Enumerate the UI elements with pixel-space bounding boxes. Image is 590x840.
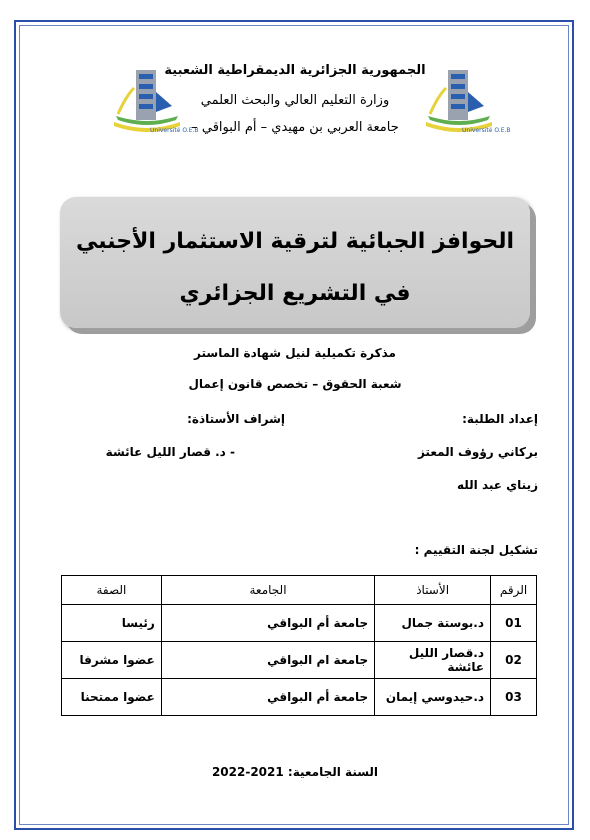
university-name: جامعة العربي بن مهيدي – أم البواقي – — [191, 120, 399, 135]
student-name-2: زيناي عبد الله — [457, 478, 538, 492]
academic-year-label: السنة الجامعية: — [287, 765, 379, 779]
row-role: رئيسا — [62, 605, 162, 642]
thesis-title-line2: في التشريع الجزائري — [179, 281, 411, 306]
supervisor-label: إشراف الأستاذة: — [187, 412, 285, 426]
academic-year — [0, 765, 590, 779]
academic-year-value: 2022-2021 — [211, 765, 284, 779]
header-number: الرقم — [491, 576, 537, 605]
branch-specialty: شعبة الحقوق – تخصص قانون إعمال — [188, 377, 402, 391]
students-label: إعداد الطلبة: — [462, 412, 538, 426]
memo-description: مذكرة تكميلية لنيل شهادة الماستر — [194, 346, 396, 360]
table-row — [62, 642, 537, 679]
row-number: 02 — [491, 642, 537, 679]
logo-caption-left: Université O.E.B — [150, 127, 199, 134]
ministry-name: وزارة التعليم العالي والبحث العلمي — [200, 93, 390, 108]
header-professor: الأستاذ — [375, 576, 491, 605]
row-university: جامعة ام البواقي — [161, 642, 374, 679]
jury-table-header — [62, 576, 537, 605]
republic-name: الجمهورية الجزائرية الديمقراطية الشعبية — [164, 63, 426, 78]
row-university: جامعة أم البواقي — [161, 679, 374, 716]
row-role: عضوا ممتحنا — [62, 679, 162, 716]
jury-table — [61, 575, 537, 716]
logo-caption-right: Université O.E.B — [462, 127, 511, 134]
supervisor-name: - د. قصار الليل عائشة — [105, 445, 235, 459]
thesis-title-line1: الحوافز الجبائية لترقية الاستثمار الأجنبي — [75, 229, 515, 254]
header-role: الصفة — [62, 576, 162, 605]
header-university: الجامعة — [161, 576, 374, 605]
row-number: 03 — [491, 679, 537, 716]
row-university: جامعة أم البواقي — [161, 605, 374, 642]
row-professor: د.قصار الليل عائشة — [375, 642, 491, 679]
table-row — [62, 605, 537, 642]
row-professor: د.بوستة جمال — [375, 605, 491, 642]
student-name-1: بركاني رؤوف المعتز — [417, 445, 538, 459]
row-professor: د.حيدوسي إيمان — [375, 679, 491, 716]
row-role: عضوا مشرفا — [62, 642, 162, 679]
row-number: 01 — [491, 605, 537, 642]
thesis-title-box — [60, 197, 530, 328]
jury-label: تشكيل لجنة التقييم : — [414, 543, 538, 557]
table-row — [62, 679, 537, 716]
